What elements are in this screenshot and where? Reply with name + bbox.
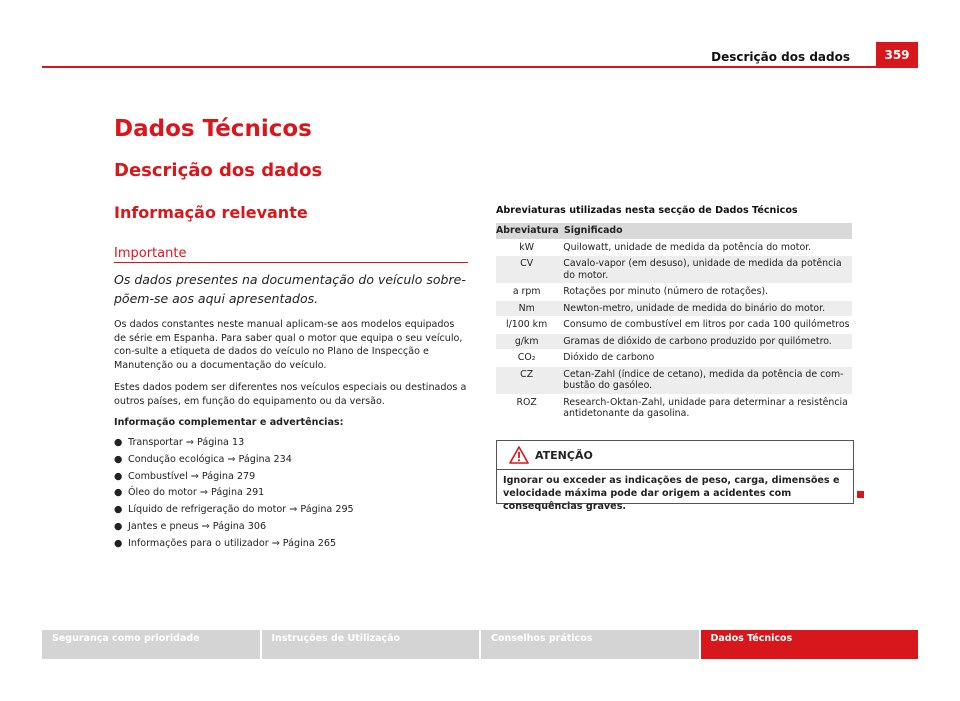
important-heading: Importante xyxy=(114,246,187,261)
footer-tab-technical-data[interactable]: Dados Técnicos xyxy=(701,630,919,659)
important-intro: Os dados presentes na documentação do veículo sobre-põem-se aos aqui apresentados. xyxy=(114,272,466,306)
subsection-title: Informação relevante xyxy=(114,203,308,222)
header-title: Descrição dos dados xyxy=(711,50,850,64)
table-cell-meaning: Dióxido de carbono xyxy=(563,352,655,363)
section-end-marker xyxy=(857,491,864,498)
table-header-cell: Abreviatura xyxy=(496,225,559,236)
list-item-text: Condução ecológica ⇒ Página 234 xyxy=(128,453,292,465)
list-item-text: Transportar ⇒ Página 13 xyxy=(128,437,245,448)
section-title: Descrição dos dados xyxy=(114,160,323,181)
table-cell-abbr: CV xyxy=(520,258,534,269)
bullet-icon: ● xyxy=(114,437,123,448)
table-row xyxy=(496,240,852,257)
warning-text: Ignorar ou exceder as indicações de peso, carga, dimensões e velocidade máxima pode dar origem a acidentes com consequências graves. xyxy=(503,475,840,512)
list-item[interactable] xyxy=(114,503,354,520)
table-row xyxy=(496,256,852,284)
warning-title: ATENÇÃO xyxy=(535,449,593,462)
table-cell-abbr: g/km xyxy=(514,335,539,347)
table-header-cell: Significado xyxy=(564,225,623,236)
warning-header xyxy=(497,441,853,470)
paragraph: Estes dados podem ser diferentes nos veículos especiais ou destinados a outros países, em função do equipamento ou da versão. xyxy=(114,382,467,407)
table-row xyxy=(496,334,852,351)
important-rule xyxy=(114,262,468,263)
info-heading: Informação complementar e advertências: xyxy=(114,417,344,428)
table-cell-abbr: CZ xyxy=(520,368,534,380)
paragraph: Os dados constantes neste manual aplicam-se aos modelos equipados de série em Espanha. Para saber qual o motor que equipa o seu veículo, con-sulte a etiqueta de dados do veículo no Plano de Inspecção e Manutenção ou a documentação do veículo. xyxy=(114,319,463,371)
table-cell-meaning: Cetan-Zahl (índice de cetano), medida da potência de com-bustão do gasóleo. xyxy=(563,368,844,391)
table-cell-meaning: Newton-metro, unidade de medida do binário do motor. xyxy=(563,302,826,314)
list-item[interactable] xyxy=(114,486,354,503)
bullet-icon: ● xyxy=(114,504,123,516)
list-item[interactable] xyxy=(114,520,354,537)
list-item-text: Informações para o utilizador ⇒ Página 265 xyxy=(128,537,337,549)
footer-tab-tips[interactable]: Conselhos práticos xyxy=(481,630,699,659)
abbreviation-table xyxy=(496,223,852,423)
table-cell-meaning: Consumo de combustível em litros por cada 100 quilómetros xyxy=(563,319,850,330)
table-cell-abbr: ROZ xyxy=(516,396,537,408)
chapter-title: Dados Técnicos xyxy=(114,116,312,142)
bullet-icon: ● xyxy=(114,470,123,482)
table-cell-meaning: Research-Oktan-Zahl, unidade para determinar a resistência antidetonante da gasolina. xyxy=(563,396,848,419)
table-cell-meaning: Cavalo-vapor (em desuso), unidade de medida da potência do motor. xyxy=(563,258,842,281)
table-row xyxy=(496,395,852,423)
footer-nav xyxy=(42,630,918,659)
table-cell-abbr: l/100 km xyxy=(506,319,548,330)
list-item[interactable] xyxy=(114,436,354,453)
list-item[interactable] xyxy=(114,537,354,554)
header-rule xyxy=(42,66,918,68)
table-cell-meaning: Quilowatt, unidade de medida da potência do motor. xyxy=(563,241,812,253)
table-row xyxy=(496,301,852,318)
table-row xyxy=(496,284,852,301)
list-item[interactable] xyxy=(114,470,354,487)
page-number: 359 xyxy=(876,42,918,66)
table-cell-meaning: Gramas de dióxido de carbono produzido por quilómetro. xyxy=(563,335,832,347)
bullet-icon: ● xyxy=(114,537,123,549)
table-cell-abbr: Nm xyxy=(518,302,535,314)
table-cell-abbr: CO₂ xyxy=(517,352,536,363)
warning-triangle-icon xyxy=(509,446,529,468)
table-header-row xyxy=(496,223,852,240)
list-item-text: Líquido de refrigeração do motor ⇒ Página 295 xyxy=(128,504,354,516)
table-cell-abbr: kW xyxy=(519,241,534,253)
reference-list xyxy=(114,436,354,554)
list-item[interactable] xyxy=(114,453,354,470)
table-cell-abbr: a rpm xyxy=(512,286,541,297)
table-cell-meaning: Rotações por minuto (número de rotações). xyxy=(563,286,769,297)
footer-tab-safety[interactable]: Segurança como prioridade xyxy=(42,630,260,659)
list-item-text: Combustível ⇒ Página 279 xyxy=(128,470,256,482)
bullet-icon: ● xyxy=(114,520,123,532)
warning-box xyxy=(496,440,854,512)
table-row xyxy=(496,317,852,334)
footer-tab-instructions[interactable]: Instruções de Utilização xyxy=(262,630,480,659)
table-row xyxy=(496,367,852,395)
bullet-icon: ● xyxy=(114,487,123,499)
table-caption: Abreviaturas utilizadas nesta secção de Dados Técnicos xyxy=(496,205,798,216)
list-item-text: Óleo do motor ⇒ Página 291 xyxy=(128,487,265,499)
list-item-text: Jantes e pneus ⇒ Página 306 xyxy=(128,520,267,532)
table-row xyxy=(496,350,852,367)
bullet-icon: ● xyxy=(114,453,123,465)
